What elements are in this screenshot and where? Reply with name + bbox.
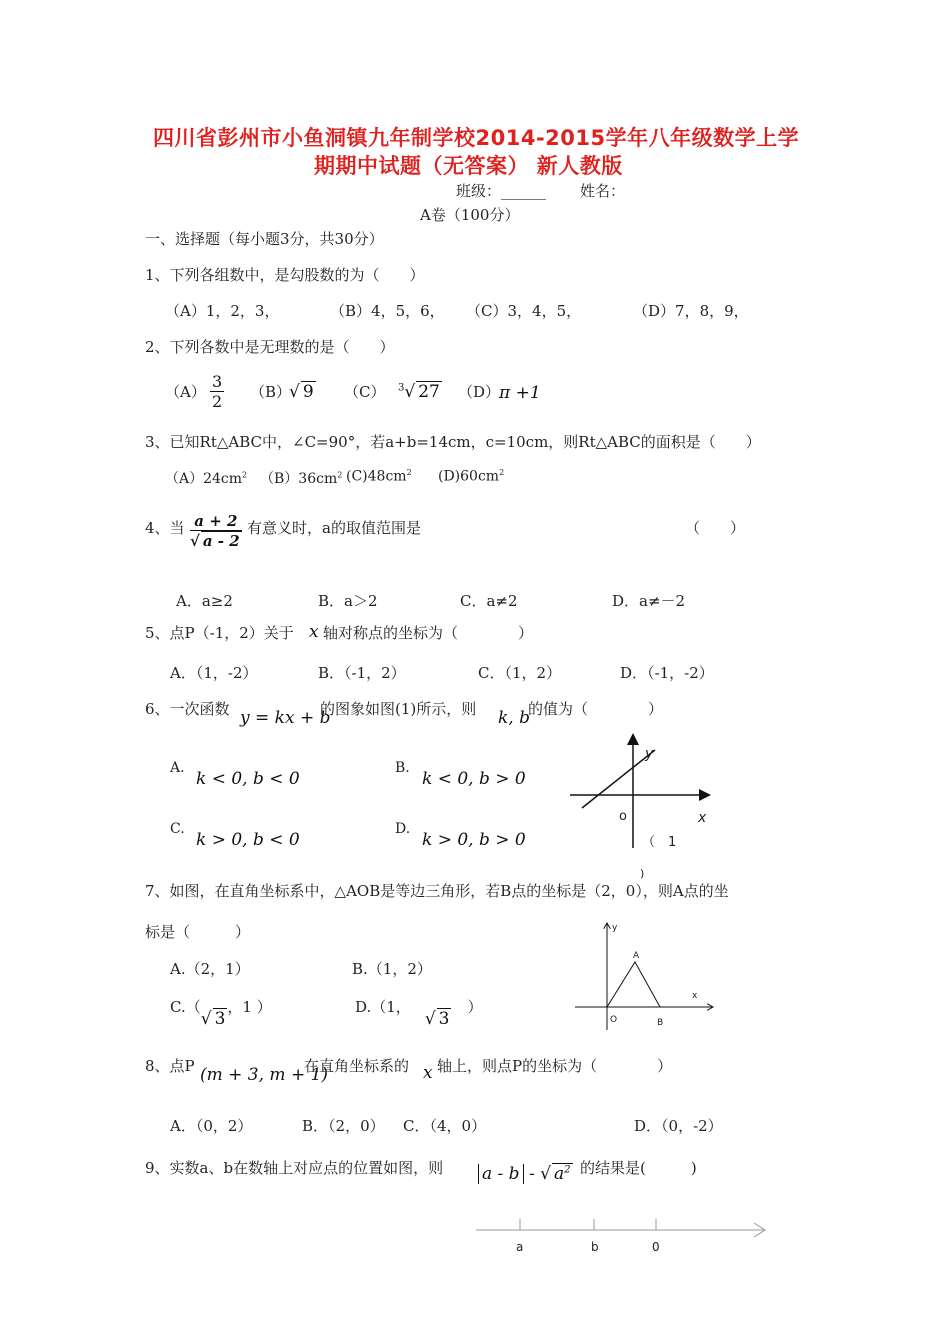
q9-prefix: 9、实数a、b在数轴上对应点的位置如图，则 <box>145 1159 444 1177</box>
class-label: 班级：______ <box>456 182 547 200</box>
q7-option-c-sqrt: 3 <box>214 1009 226 1029</box>
q2-fraction <box>210 372 224 411</box>
q1-option-a: （A）1，2，3， <box>165 302 280 320</box>
q8-coord: (m + 3, m + 1) <box>200 1065 329 1085</box>
q6-kb: k, b <box>498 708 530 728</box>
q7-line-2: 标是（ ） <box>145 923 251 941</box>
q9-label-0: 0 <box>652 1240 660 1254</box>
q4-option-a: A．a≥2 <box>176 592 233 610</box>
q6-option-a: k < 0, b < 0 <box>196 769 300 789</box>
title-line-1: 四川省彭州市小鱼洞镇九年制学校2014-2015学年八年级数学上学 <box>153 126 800 150</box>
q4-fraction <box>190 512 242 550</box>
q7-triangle <box>607 962 660 1007</box>
q6-option-d: k > 0, b > 0 <box>422 830 526 850</box>
q5-option-a: A．（1，-2） <box>170 664 258 682</box>
title-line-2: 期期中试题（无答案） 新人教版 <box>314 154 623 178</box>
q7-line-1: 7、如图，在直角坐标系中，△AOB是等边三角形，若B点的坐标是（2，0），则A点的坐 <box>145 882 729 900</box>
q7-graph <box>572 920 722 1035</box>
q2-cbrt-value: 27 <box>418 382 440 402</box>
q6-label-a: A. <box>170 760 185 776</box>
q3-option-a <box>165 468 247 488</box>
q2-expr-d: π +1 <box>499 383 541 403</box>
q1-option-c: （C）3，4，5， <box>466 302 582 320</box>
q6-function: y = kx + b <box>240 708 331 728</box>
q9-label-b: b <box>591 1240 599 1254</box>
q9-suffix: 的结果是( ) <box>580 1159 697 1177</box>
q6-prefix: 6、一次函数 <box>145 700 230 718</box>
q3-option-a-sup: 2 <box>242 470 248 480</box>
q7-option-a: A.（2，1） <box>170 960 250 978</box>
q9-sqrt-radicand <box>552 1163 573 1184</box>
q7-option-c: C.（√ 3，1 ） <box>170 998 272 1029</box>
q6-label-b: B. <box>395 760 410 776</box>
q5-var: x <box>309 622 319 642</box>
q4-option-c: C．a≠2 <box>460 592 518 610</box>
q6-graph <box>560 730 720 880</box>
q8-option-a: A．（0，2） <box>170 1117 253 1135</box>
q4-prefix: 4、当 <box>145 519 185 537</box>
q6-fig-x: x <box>698 810 707 826</box>
q7-option-d-post: ） <box>467 998 483 1016</box>
q4-option-b: B．a＞2 <box>318 592 378 610</box>
q3-option-a-text: （A）24cm <box>165 471 243 487</box>
q6-option-c: k > 0, b < 0 <box>196 830 300 850</box>
q5-option-b: B．（-1，2） <box>318 664 406 682</box>
q2-label-c: （C） <box>344 383 386 401</box>
q3-option-d-text: (D)60cm <box>438 468 500 485</box>
q5-option-d: D．（-1，-2） <box>620 664 714 682</box>
q5-prefix: 5、点P（-1，2）关于 <box>145 624 294 642</box>
q4-answer-paren: （ ） <box>685 519 746 537</box>
q7-option-d-sqrt: 3 <box>438 1009 450 1029</box>
q1-option-d: （D）7，8，9， <box>633 302 749 320</box>
q7-fig-x: x <box>692 991 698 1001</box>
q5-suffix: 轴对称点的坐标为（ ） <box>323 624 534 642</box>
q2-sqrt-b: √ 9 <box>289 382 314 402</box>
q8-suffix: 轴上，则点P的坐标为（ ） <box>437 1057 673 1075</box>
q2-frac-num: 3 <box>212 372 223 391</box>
q4-denominator: √ a - 2 <box>190 532 240 550</box>
q7-option-d: D.（1，√ 3） <box>355 998 483 1029</box>
q7-option-b: B.（1，2） <box>352 960 432 978</box>
q8-middle: 在直角坐标系的 <box>304 1057 410 1075</box>
q9-abs-expr: a - b <box>478 1164 524 1184</box>
q2-stem: 2、下列各数中是无理数的是（ ） <box>145 338 395 356</box>
q6-suffix: 的值为（ ） <box>528 700 664 718</box>
q4-option-d: D．a≠－2 <box>612 592 686 610</box>
q3-option-b-text: （B）36cm <box>260 471 338 487</box>
q8-option-c: C．（4，0） <box>403 1117 487 1135</box>
q7-fig-o: O <box>610 1015 618 1025</box>
q5-option-c: C．（1，2） <box>478 664 562 682</box>
q7-fig-a: A <box>633 951 640 961</box>
q3-option-b-sup: 2 <box>337 470 343 480</box>
q3-option-d <box>438 468 504 485</box>
q4-numerator: a + 2 <box>190 512 242 531</box>
q2-label-d: （D） <box>458 383 501 401</box>
q2-label-b: （B） <box>250 383 292 401</box>
q6-middle: 的图象如图(1)所示，则 <box>320 700 477 718</box>
q2-label-a: （A） <box>165 383 206 401</box>
q1-option-b: （B）4，5，6， <box>330 302 445 320</box>
volume-label: A卷（100分） <box>420 206 520 224</box>
q6-fig-y: y <box>645 746 654 762</box>
q6-fig-caption: （ 1 <box>642 835 677 850</box>
q3-option-d-sup: 2 <box>499 468 505 477</box>
q2-cbrt-index: 3 <box>398 382 405 394</box>
q9-sqrt-base: a <box>553 1164 565 1184</box>
q8-prefix: 8、点P <box>145 1057 195 1075</box>
q7-fig-y: y <box>612 923 618 933</box>
q2-cbrt-c: $^3$√ 27 <box>398 382 440 402</box>
q1-stem: 1、下列各组数中，是勾股数的为（ ） <box>145 266 425 284</box>
q3-option-c <box>346 468 412 485</box>
q9-sqrt-exp: 2 <box>564 1164 571 1176</box>
q9-number-line <box>476 1210 771 1260</box>
q7-option-d-pre: D.（1， <box>355 998 411 1016</box>
q4-denominator-radicand: a - 2 <box>202 532 240 550</box>
q6-fig-caption-close: ) <box>640 867 645 880</box>
section-heading: 一、选择题（每小题3分，共30分） <box>145 230 384 248</box>
q2-sqrt-b-value: 9 <box>302 382 314 402</box>
q7-option-c-pre: C.（ <box>170 998 201 1016</box>
q9-minus: - <box>523 1164 541 1184</box>
q7-fig-b: B <box>657 1018 664 1028</box>
q3-option-c-sup: 2 <box>406 468 412 477</box>
q6-label-c: C. <box>170 821 185 837</box>
q6-label-d: D. <box>395 821 411 837</box>
q7-option-c-post: ，1 ） <box>227 998 272 1016</box>
name-label: 姓名： <box>580 182 626 200</box>
q6-option-b: k < 0, b > 0 <box>422 769 526 789</box>
q8-var: x <box>423 1063 433 1083</box>
q3-option-b <box>260 468 342 488</box>
q2-frac-den: 2 <box>212 392 223 411</box>
q6-fig-origin: o <box>619 809 627 824</box>
q3-stem: 3、已知Rt△ABC中，∠C=90°，若a+b=14cm，c=10cm，则Rt△ABC的面积是（ ） <box>145 433 761 451</box>
q9-label-a: a <box>516 1240 524 1254</box>
q3-option-c-text: (C)48cm <box>346 468 407 485</box>
q4-suffix: 有意义时，a的取值范围是 <box>247 519 421 537</box>
q8-option-d: D．（0，-2） <box>634 1117 723 1135</box>
q9-expression: a - b - √ $a^2$ <box>478 1163 573 1184</box>
q8-option-b: B．（2，0） <box>302 1117 385 1135</box>
